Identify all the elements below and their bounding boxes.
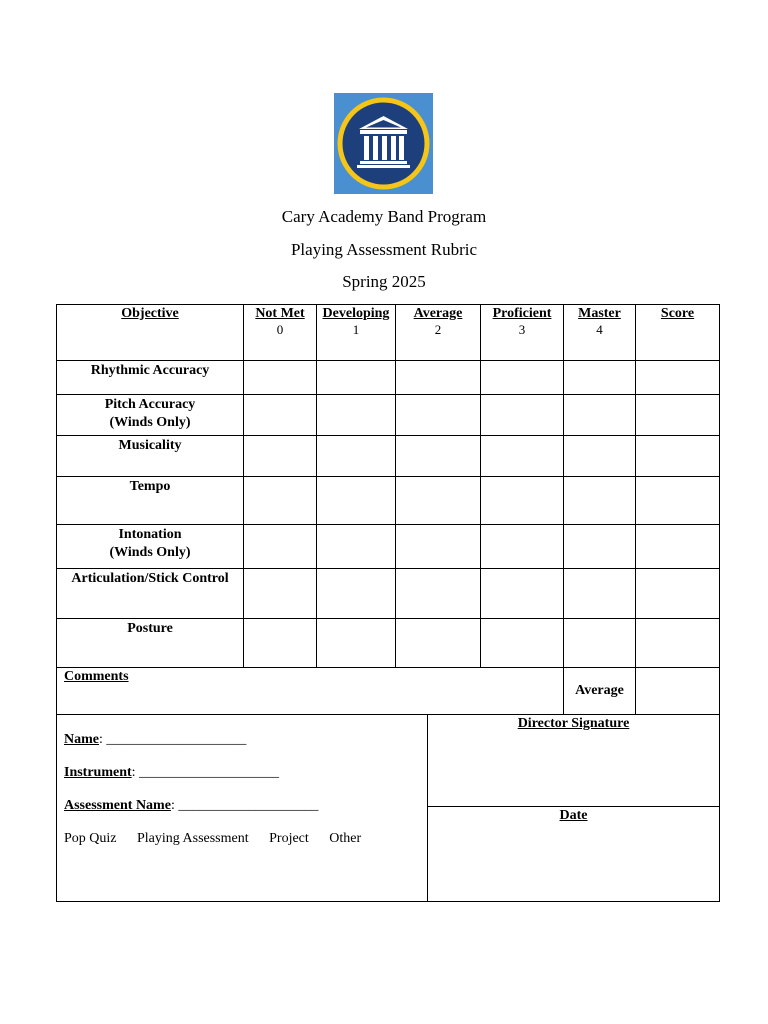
assessment-type-options (64, 830, 427, 848)
rating-cell[interactable] (244, 477, 317, 525)
rating-cell[interactable] (396, 525, 481, 569)
objective-cell: Intonation (Winds Only) (57, 525, 244, 569)
table-row (57, 477, 720, 525)
objective-cell: Posture (57, 619, 244, 668)
rating-cell[interactable] (564, 395, 636, 436)
rating-cell[interactable] (481, 395, 564, 436)
director-signature-cell[interactable] (428, 715, 720, 807)
assessment-name-field[interactable] (64, 797, 427, 830)
rating-cell[interactable] (244, 569, 317, 619)
table-row (57, 619, 720, 668)
col-score: Score (636, 305, 720, 361)
objective-cell: Musicality (57, 436, 244, 477)
col-average: Average 2 (396, 305, 481, 361)
date-label: Date (559, 808, 588, 823)
score-cell[interactable] (636, 361, 720, 395)
name-label: Name (64, 732, 99, 747)
average-label: Average (575, 683, 624, 698)
comments-field[interactable] (57, 668, 564, 715)
score-cell[interactable] (636, 477, 720, 525)
objective-cell: Tempo (57, 477, 244, 525)
rating-cell[interactable] (481, 569, 564, 619)
date-cell[interactable] (428, 807, 720, 902)
rating-cell[interactable] (564, 436, 636, 477)
instrument-label: Instrument (64, 765, 132, 780)
option-pop-quiz[interactable]: Pop Quiz (64, 831, 117, 846)
program-title: Cary Academy Band Program (281, 207, 487, 226)
rating-cell[interactable] (481, 525, 564, 569)
instrument-blank: : ____________________ (131, 765, 280, 780)
rating-cell[interactable] (244, 525, 317, 569)
rating-cell[interactable] (396, 477, 481, 525)
option-other[interactable]: Other (329, 831, 362, 846)
rating-cell[interactable] (481, 436, 564, 477)
table-row (57, 436, 720, 477)
assessment-name-blank: : ____________________ (170, 798, 319, 813)
student-info-cell (57, 715, 428, 902)
name-blank: : ____________________ (99, 732, 247, 747)
objective-cell: Pitch Accuracy (Winds Only) (57, 395, 244, 436)
rating-cell[interactable] (564, 619, 636, 668)
rating-cell[interactable] (396, 619, 481, 668)
rating-cell[interactable] (396, 395, 481, 436)
director-signature-label: Director Signature (517, 716, 630, 731)
score-cell[interactable] (636, 395, 720, 436)
comments-row (57, 668, 720, 715)
rating-cell[interactable] (317, 619, 396, 668)
rating-cell[interactable] (396, 569, 481, 619)
col-developing: Developing 1 (317, 305, 396, 361)
rating-cell[interactable] (481, 477, 564, 525)
option-project[interactable]: Project (269, 831, 309, 846)
score-cell[interactable] (636, 436, 720, 477)
rating-cell[interactable] (317, 525, 396, 569)
rating-cell[interactable] (244, 361, 317, 395)
rating-cell[interactable] (244, 395, 317, 436)
objective-cell: Articulation/Stick Control (57, 569, 244, 619)
col-proficient: Proficient 3 (481, 305, 564, 361)
comments-label: Comments (64, 669, 129, 684)
rating-cell[interactable] (317, 361, 396, 395)
rating-cell[interactable] (317, 436, 396, 477)
rating-cell[interactable] (481, 361, 564, 395)
rubric-title: Playing Assessment Rubric (290, 240, 478, 259)
rating-cell[interactable] (564, 477, 636, 525)
rating-cell[interactable] (396, 361, 481, 395)
info-table (56, 714, 720, 902)
rating-cell[interactable] (317, 395, 396, 436)
header-row (57, 305, 720, 361)
score-cell[interactable] (636, 569, 720, 619)
instrument-field[interactable] (64, 764, 427, 797)
rating-cell[interactable] (317, 477, 396, 525)
name-field[interactable] (64, 731, 427, 764)
rating-cell[interactable] (564, 569, 636, 619)
term-label: Spring 2025 (342, 272, 426, 291)
average-label-cell (564, 668, 636, 715)
rating-cell[interactable] (317, 569, 396, 619)
option-playing-assessment[interactable]: Playing Assessment (137, 831, 249, 846)
average-value-cell[interactable] (636, 668, 720, 715)
score-cell[interactable] (636, 619, 720, 668)
rating-cell[interactable] (564, 525, 636, 569)
score-cell[interactable] (636, 525, 720, 569)
rating-cell[interactable] (481, 619, 564, 668)
objective-cell: Rhythmic Accuracy (57, 361, 244, 395)
rating-cell[interactable] (244, 619, 317, 668)
rubric-table (56, 304, 720, 715)
table-row (57, 569, 720, 619)
rating-cell[interactable] (396, 436, 481, 477)
table-row (57, 395, 720, 436)
rating-cell[interactable] (244, 436, 317, 477)
col-not-met: Not Met 0 (244, 305, 317, 361)
table-row (57, 361, 720, 395)
assessment-name-label: Assessment Name (64, 798, 171, 813)
col-objective: Objective (57, 305, 244, 361)
rating-cell[interactable] (564, 361, 636, 395)
col-master: Master 4 (564, 305, 636, 361)
table-row (57, 525, 720, 569)
school-logo (334, 93, 433, 194)
